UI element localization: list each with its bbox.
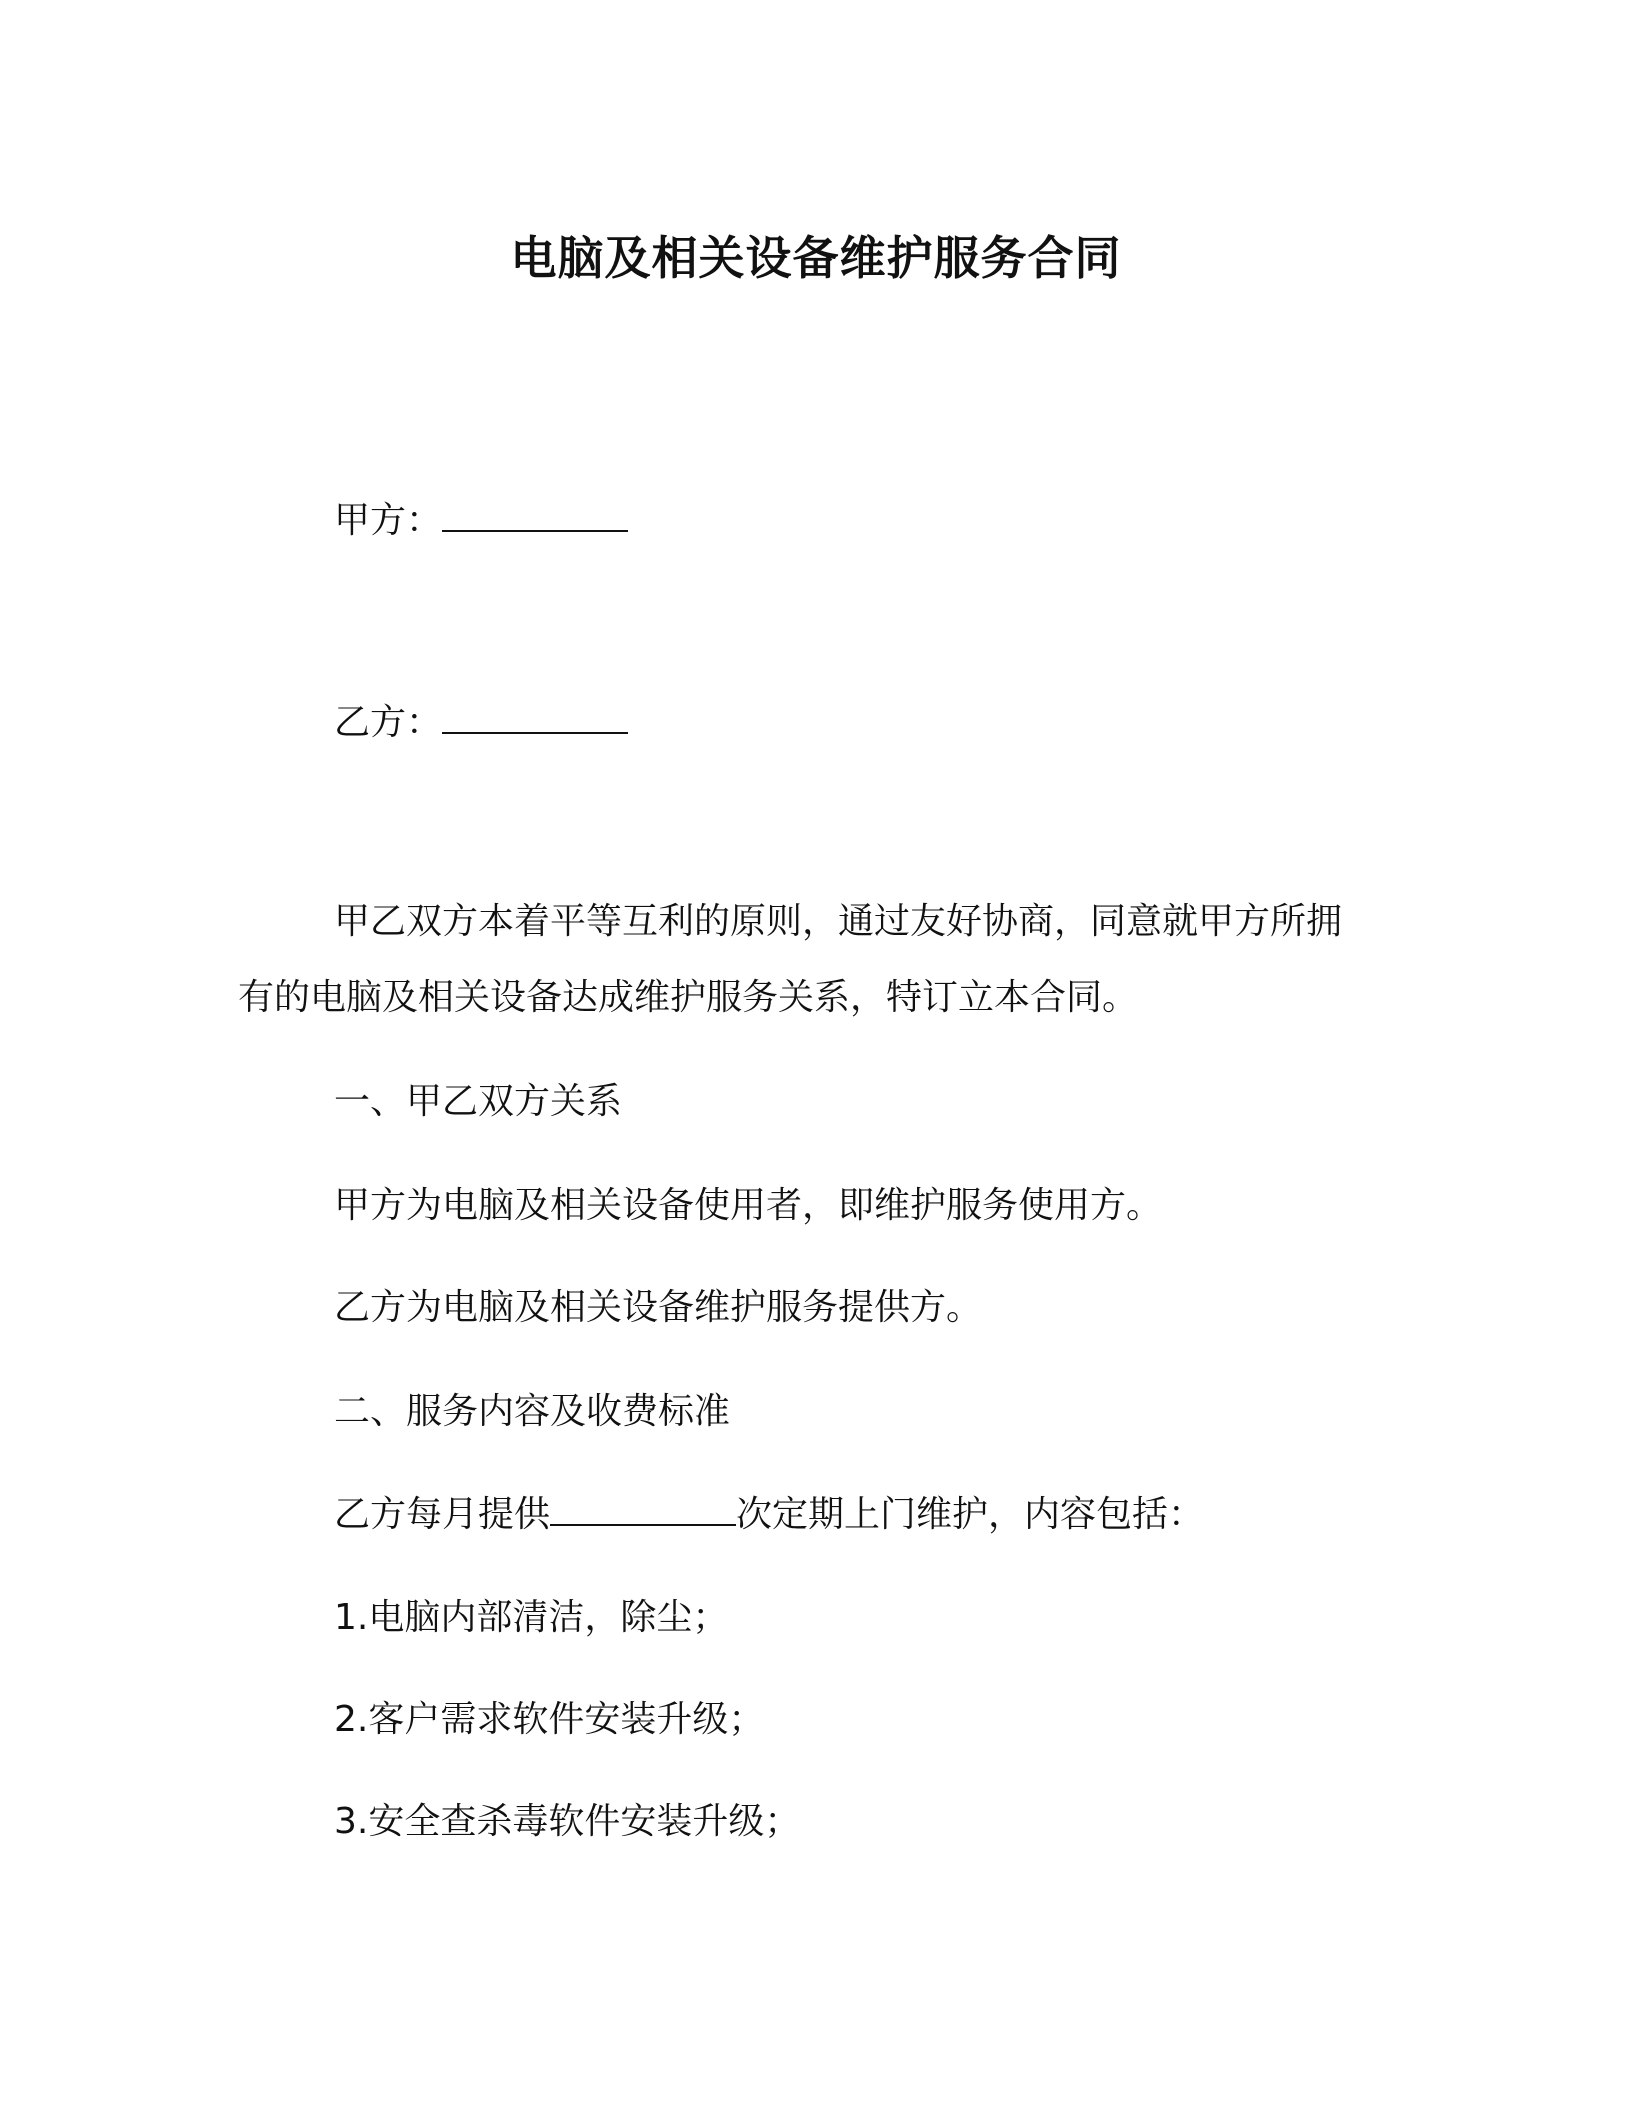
list-item: 3.安全查杀毒软件安装升级； xyxy=(334,1801,801,1842)
section2-intro-prefix: 乙方每月提供 xyxy=(334,1494,551,1535)
intro-line-1: 甲乙双方本着平等互利的原则，通过友好协商，同意就甲方所拥 xyxy=(334,901,1343,942)
section2-intro xyxy=(334,1490,1204,1539)
list-item: 1.电脑内部清洁，除尘； xyxy=(334,1597,729,1638)
visits-per-month-blank[interactable] xyxy=(550,1490,736,1526)
party-a-line xyxy=(334,496,628,545)
intro-line-2: 有的电脑及相关设备达成维护服务关系，特订立本合同。 xyxy=(238,977,1139,1018)
document-title: 电脑及相关设备维护服务合同 xyxy=(510,231,1122,285)
party-b-label: 乙方： xyxy=(334,702,443,743)
section1-paragraph-1: 甲方为电脑及相关设备使用者，即维护服务使用方。 xyxy=(334,1185,1163,1226)
section1-paragraph-2: 乙方为电脑及相关设备维护服务提供方。 xyxy=(334,1287,983,1328)
party-a-blank[interactable] xyxy=(442,496,628,532)
party-a-label: 甲方： xyxy=(334,500,443,541)
party-b-blank[interactable] xyxy=(442,698,628,734)
section1-heading: 一、甲乙双方关系 xyxy=(334,1081,623,1122)
section2-intro-suffix: 次定期上门维护，内容包括： xyxy=(736,1494,1205,1535)
party-b-line xyxy=(334,698,628,747)
list-item: 2.客户需求软件安装升级； xyxy=(334,1699,765,1740)
section2-heading: 二、服务内容及收费标准 xyxy=(334,1391,731,1432)
